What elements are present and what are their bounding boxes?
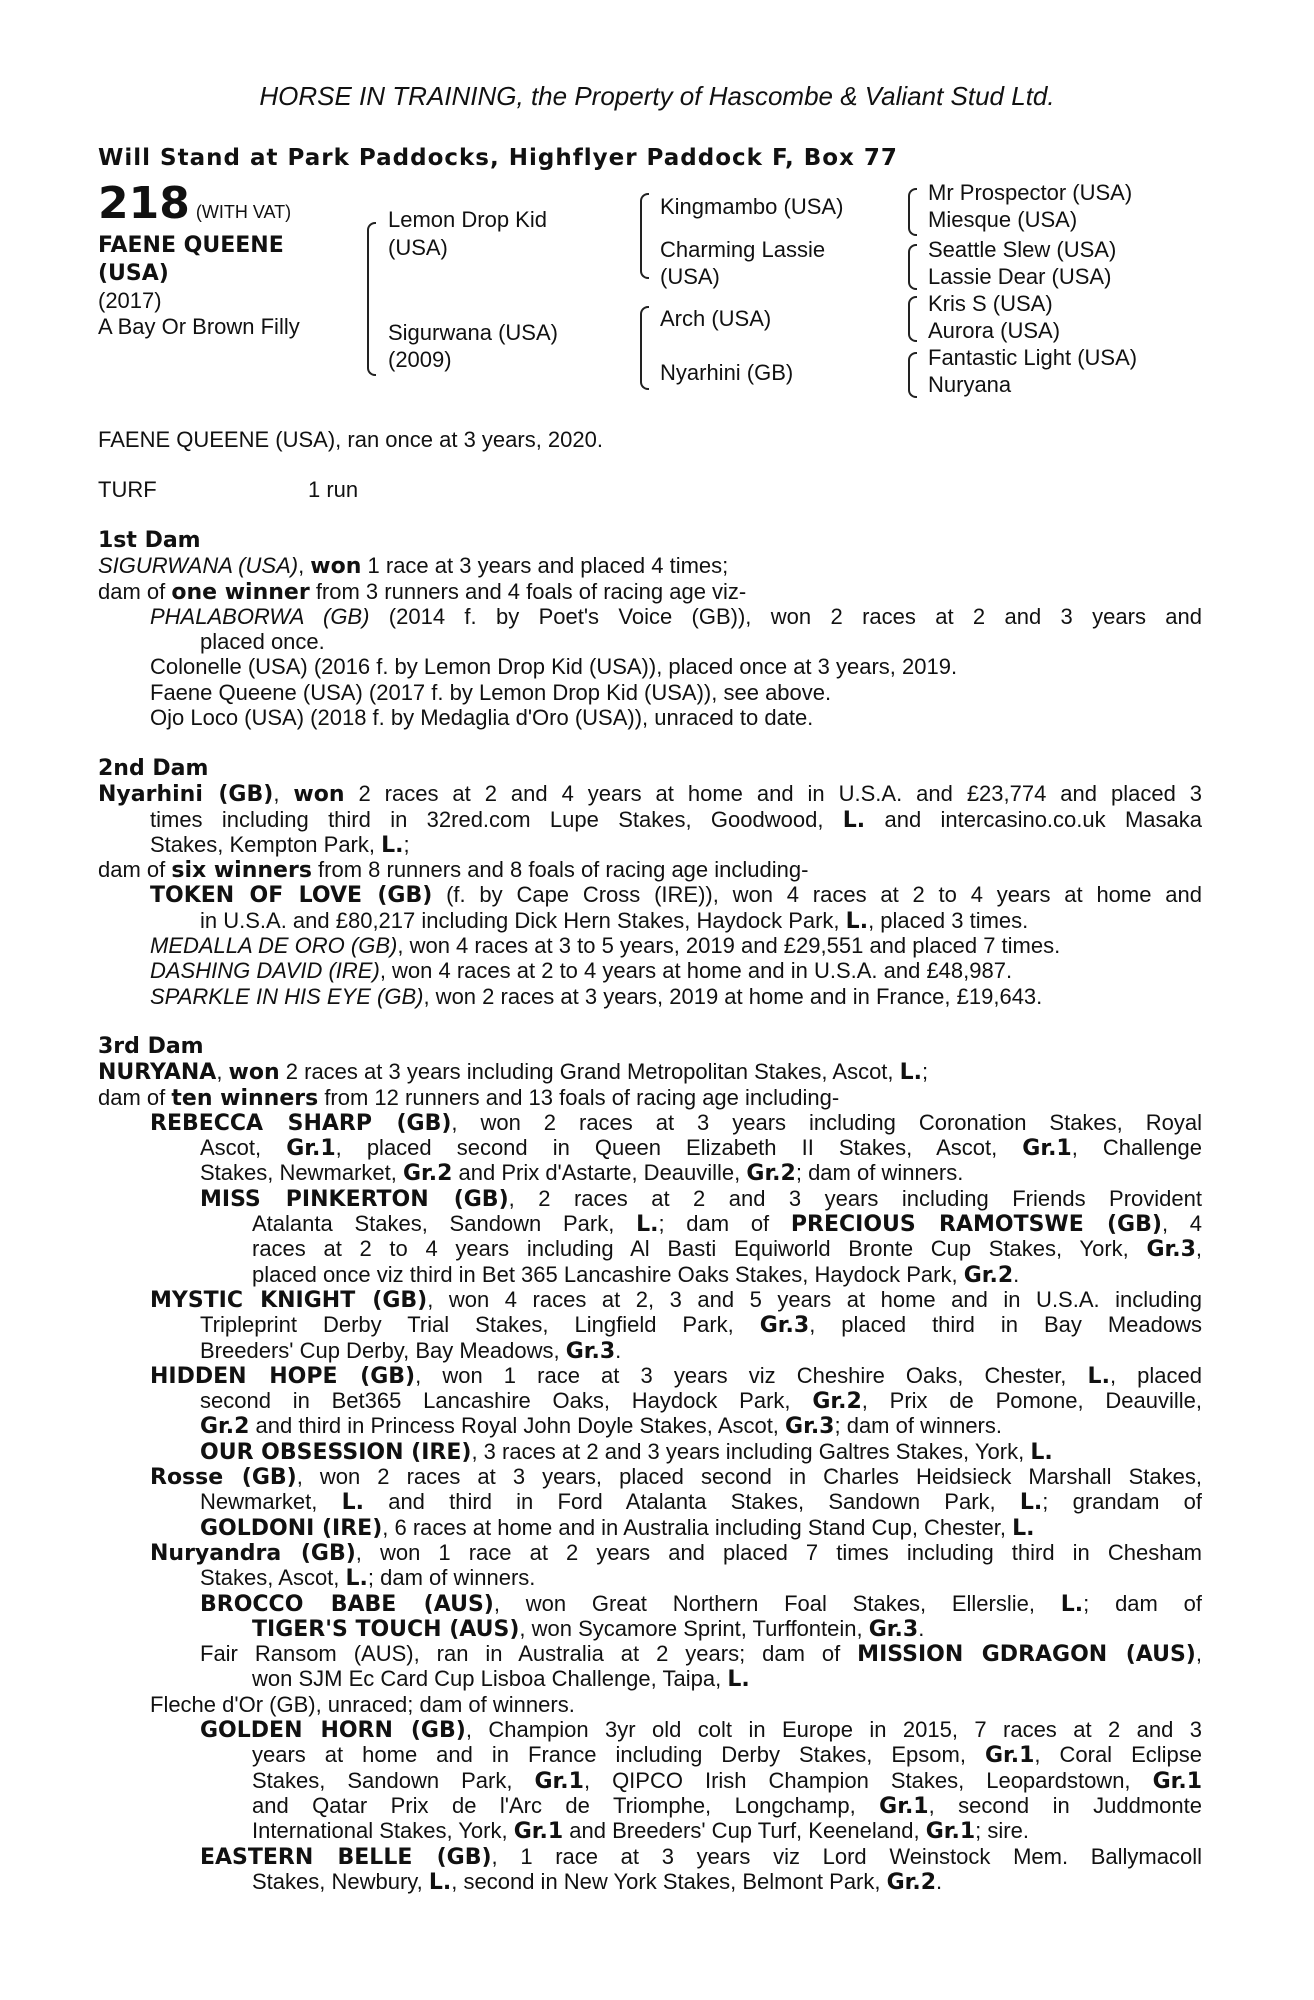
- dam-line: OUR OBSESSION (IRE), 3 races at 2 and 3 years including Galtres Stakes, York, L.: [200, 1438, 1053, 1465]
- dam-line: MYSTIC KNIGHT (GB), won 4 races at 2, 3 and 5 years at home and in U.S.A. including: [150, 1286, 1202, 1313]
- dam-line: placed once viz third in Bet 365 Lancashire Oaks Stakes, Haydock Park, Gr.2.: [252, 1261, 1020, 1288]
- pedigree-dam: Sigurwana (USA): [388, 320, 558, 345]
- horse-name: FAENE QUEENE: [98, 233, 284, 258]
- pedigree-sss: Mr Prospector (USA): [928, 180, 1133, 205]
- section-heading: 1st Dam: [98, 528, 201, 553]
- pedigree-ddd: Nuryana: [928, 372, 1012, 397]
- section-heading: 2nd Dam: [98, 756, 209, 781]
- dam-line: TOKEN OF LOVE (GB) (f. by Cape Cross (IRE)), won 4 races at 2 to 4 years at home and: [150, 882, 1202, 908]
- dam-line: SPARKLE IN HIS EYE (GB), won 2 races at 3 years, 2019 at home and in France, £19,643.: [150, 983, 1043, 1009]
- pedigree-sire-country: (USA): [388, 235, 448, 260]
- dam-line: dam of one winner from 3 runners and 4 foals of racing age viz-: [98, 578, 747, 605]
- dam-line: Nyarhini (GB), won 2 races at 2 and 4 years at home and in U.S.A. and £23,774 and placed 3: [98, 781, 1202, 807]
- dam-line: dam of six winners from 8 runners and 8 foals of racing age including-: [98, 857, 809, 884]
- pedigree-dss: Kris S (USA): [928, 291, 1053, 316]
- pedigree-sdd: Lassie Dear (USA): [928, 264, 1112, 289]
- dam-line: BROCCO BABE (AUS), won Great Northern Foal Stakes, Ellerslie, L.; dam of: [200, 1590, 1202, 1616]
- dam-line: Nuryandra (GB), won 1 race at 2 years and placed 7 times including third in Chesham: [150, 1539, 1202, 1566]
- pedigree-dam-year: (2009): [388, 347, 452, 372]
- horse-name-country: (USA): [98, 261, 169, 286]
- dam-line: Fleche d'Or (GB), unraced; dam of winners.: [150, 1691, 575, 1717]
- dam-line: Newmarket, L. and third in Ford Atalanta Stakes, Sandown Park, L.; grandam of: [200, 1489, 1202, 1515]
- pedigree-sire: Lemon Drop Kid: [388, 207, 547, 232]
- dam-line: International Stakes, York, Gr.1 and Breeders' Cup Turf, Keeneland, Gr.1; sire.: [252, 1818, 1029, 1845]
- dam-line: Atalanta Stakes, Sandown Park, L.; dam of PRECIOUS RAMOTSWE (GB), 4: [252, 1211, 1202, 1237]
- dam-line: Ojo Loco (USA) (2018 f. by Medaglia d'Oro (USA)), unraced to date.: [150, 705, 814, 731]
- pedigree-brace: [640, 306, 649, 390]
- dam-line: races at 2 to 4 years including Al Basti Equiworld Bronte Cup Stakes, York, Gr.3,: [252, 1236, 1202, 1262]
- pedigree-ssd: Miesque (USA): [928, 207, 1078, 232]
- dam-line: Fair Ransom (AUS), ran in Australia at 2 years; dam of MISSION GDRAGON (AUS),: [200, 1641, 1202, 1667]
- horse-year: (2017): [98, 288, 162, 313]
- dam-line: Stakes, Ascot, L.; dam of winners.: [200, 1565, 536, 1592]
- horse-description: A Bay Or Brown Filly: [98, 314, 300, 339]
- second-dam-section: [98, 756, 1202, 1009]
- pedigree-sire-sire: Kingmambo (USA): [660, 194, 844, 219]
- dam-line: Rosse (GB), won 2 races at 3 years, placed second in Charles Heidsieck Marshall Stakes,: [150, 1464, 1202, 1490]
- dam-line: years at home and in France including Derby Stakes, Epsom, Gr.1, Coral Eclipse: [252, 1742, 1202, 1768]
- pedigree-dsd: Aurora (USA): [928, 318, 1061, 343]
- dam-line: Stakes, Newbury, L., second in New York Stakes, Belmont Park, Gr.2.: [252, 1868, 943, 1895]
- dam-line: Faene Queene (USA) (2017 f. by Lemon Drop Kid (USA)), see above.: [150, 679, 832, 705]
- vat-label: (WITH VAT): [195, 202, 292, 222]
- dam-line: and Qatar Prix de l'Arc de Triomphe, Longchamp, Gr.1, second in Juddmonte: [252, 1792, 1202, 1819]
- dam-line: PHALABORWA (GB) (2014 f. by Poet's Voice (GB)), won 2 races at 2 and 3 years and: [150, 603, 1202, 629]
- pedigree-brace: [908, 352, 917, 398]
- pedigree-dam-sire: Arch (USA): [660, 306, 772, 331]
- pedigree-sds: Seattle Slew (USA): [928, 237, 1117, 262]
- dam-line: dam of ten winners from 12 runners and 13 foals of racing age including-: [98, 1084, 840, 1111]
- dam-line: in U.S.A. and £80,217 including Dick Hern Stakes, Haydock Park, L., placed 3 times.: [200, 907, 1029, 934]
- race-summary: FAENE QUEENE (USA), ran once at 3 years, 2020.: [98, 427, 603, 452]
- pedigree-brace: [908, 188, 917, 236]
- pedigree-sire-dam: Charming Lassie: [660, 237, 826, 262]
- pedigree-dam-dam: Nyarhini (GB): [660, 360, 794, 385]
- dam-line: Stakes, Sandown Park, Gr.1, QIPCO Irish Champion Stakes, Leopardstown, Gr.1: [252, 1767, 1202, 1793]
- third-dam-section: [98, 1034, 1202, 1894]
- pedigree-brace: [640, 193, 649, 279]
- dam-line: NURYANA, won 2 races at 3 years including Grand Metropolitan Stakes, Ascot, L.;: [98, 1059, 929, 1086]
- dam-line: Gr.2 and third in Princess Royal John Doyle Stakes, Ascot, Gr.3; dam of winners.: [200, 1413, 1002, 1440]
- dam-line: Ascot, Gr.1, placed second in Queen Elizabeth II Stakes, Ascot, Gr.1, Challenge: [200, 1135, 1202, 1161]
- pedigree-brace: [367, 222, 376, 376]
- dam-line: MEDALLA DE ORO (GB), won 4 races at 3 to 5 years, 2019 and £29,551 and placed 7 times.: [150, 933, 1061, 959]
- dam-line: GOLDEN HORN (GB), Champion 3yr old colt in Europe in 2015, 7 races at 2 and 3: [200, 1717, 1202, 1743]
- pedigree-sire-dam-country: (USA): [660, 264, 720, 289]
- turf-runs: 1 run: [308, 477, 359, 502]
- dam-line: DASHING DAVID (IRE), won 4 races at 2 to 4 years at home and in U.S.A. and £48,987.: [150, 958, 1013, 984]
- section-heading: 3rd Dam: [98, 1034, 204, 1059]
- pedigree-brace: [908, 296, 917, 342]
- stand-location: Will Stand at Park Paddocks, Highflyer Paddock F, Box 77: [98, 145, 898, 171]
- pedigree-brace: [908, 244, 917, 290]
- dam-line: MISS PINKERTON (GB), 2 races at 2 and 3 years including Friends Provident: [200, 1185, 1202, 1212]
- dam-line: Stakes, Newmarket, Gr.2 and Prix d'Astarte, Deauville, Gr.2; dam of winners.: [200, 1160, 964, 1187]
- dam-line: Colonelle (USA) (2016 f. by Lemon Drop Kid (USA)), placed once at 3 years, 2019.: [150, 654, 958, 680]
- dam-line: second in Bet365 Lancashire Oaks, Haydock Park, Gr.2, Prix de Pomone, Deauville,: [200, 1388, 1202, 1414]
- turf-label: TURF: [98, 477, 157, 502]
- dam-line: GOLDONI (IRE), 6 races at home and in Australia including Stand Cup, Chester, L.: [200, 1514, 1035, 1541]
- dam-line: placed once.: [200, 629, 325, 655]
- dam-line: won SJM Ec Card Cup Lisboa Challenge, Taipa, L.: [252, 1666, 750, 1693]
- dam-line: times including third in 32red.com Lupe Stakes, Goodwood, L. and intercasino.co.uk Masaka: [150, 806, 1202, 832]
- dam-line: REBECCA SHARP (GB), won 2 races at 3 years including Coronation Stakes, Royal: [150, 1109, 1202, 1136]
- page-header: HORSE IN TRAINING, the Property of Hascombe & Valiant Stud Ltd.: [259, 81, 1055, 111]
- dam-line: TIGER'S TOUCH (AUS), won Sycamore Sprint, Turffontein, Gr.3.: [252, 1615, 925, 1642]
- first-dam-section: [98, 528, 1202, 730]
- dam-line: EASTERN BELLE (GB), 1 race at 3 years viz Lord Weinstock Mem. Ballymacoll: [200, 1843, 1202, 1869]
- pedigree-dds: Fantastic Light (USA): [928, 345, 1138, 370]
- dam-line: SIGURWANA (USA), won 1 race at 3 years and placed 4 times;: [98, 553, 729, 580]
- dam-line: Breeders' Cup Derby, Bay Meadows, Gr.3.: [200, 1337, 622, 1364]
- lot-number: 218: [98, 178, 190, 229]
- lot-block: [98, 178, 300, 340]
- dam-line: Tripleprint Derby Trial Stakes, Lingfield Park, Gr.3, placed third in Bay Meadows: [200, 1312, 1202, 1338]
- dam-line: HIDDEN HOPE (GB), won 1 race at 3 years viz Cheshire Oaks, Chester, L., placed: [150, 1362, 1202, 1389]
- dam-line: Stakes, Kempton Park, L.;: [150, 831, 410, 858]
